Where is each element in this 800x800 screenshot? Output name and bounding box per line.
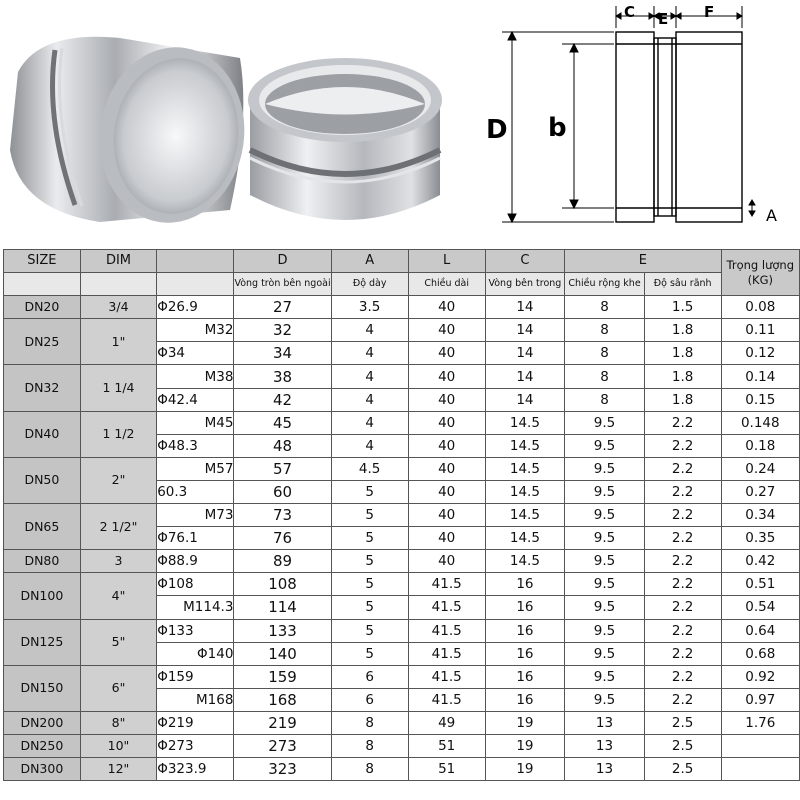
cell-e-depth: 2.5 [644, 734, 721, 757]
cell-weight: 0.34 [721, 504, 799, 527]
cell-type: Φ140 [157, 642, 234, 665]
cell-size: DN25 [4, 319, 81, 365]
diagram-label-e: E [658, 10, 669, 28]
cell-l: 40 [408, 319, 485, 342]
cell-e-width: 9.5 [565, 411, 645, 434]
cell-e-depth: 2.5 [644, 758, 721, 781]
cell-a: 4 [331, 411, 408, 434]
subheader-d: Vòng tròn bên ngoài [234, 273, 331, 296]
cell-d: 273 [234, 734, 331, 757]
cell-type: Φ48.3 [157, 434, 234, 457]
cell-weight: 0.42 [721, 550, 799, 573]
cell-weight: 0.15 [721, 388, 799, 411]
cell-type: Φ133 [157, 619, 234, 642]
cell-e-depth: 1.8 [644, 342, 721, 365]
cell-weight: 1.76 [721, 711, 799, 734]
cell-d: 108 [234, 573, 331, 596]
header-weight: Trọng lượng (KG) [721, 250, 799, 296]
cell-type: M32 [157, 319, 234, 342]
cell-c: 19 [485, 758, 565, 781]
cell-d: 219 [234, 711, 331, 734]
cell-a: 8 [331, 711, 408, 734]
subheader-dim [80, 273, 156, 296]
cell-e-width: 9.5 [565, 642, 645, 665]
cell-l: 40 [408, 388, 485, 411]
header-l: L [408, 250, 485, 273]
cell-a: 4 [331, 388, 408, 411]
cell-c: 19 [485, 711, 565, 734]
cell-e-depth: 2.2 [644, 688, 721, 711]
diagram-label-b: b [548, 113, 567, 143]
table-row [4, 411, 800, 434]
header-type [157, 250, 234, 273]
cell-l: 51 [408, 758, 485, 781]
cell-weight: 0.27 [721, 480, 799, 503]
cell-l: 40 [408, 527, 485, 550]
cell-l: 41.5 [408, 688, 485, 711]
cell-weight: 0.18 [721, 434, 799, 457]
cell-dim: 2 1/2" [80, 504, 156, 550]
cell-c: 14 [485, 388, 565, 411]
cell-a: 5 [331, 504, 408, 527]
cell-size: DN50 [4, 457, 81, 503]
cell-dim: 5" [80, 619, 156, 665]
subheader-type [157, 273, 234, 296]
cell-dim: 1 1/2 [80, 411, 156, 457]
cell-a: 5 [331, 550, 408, 573]
cell-weight: 0.148 [721, 411, 799, 434]
cell-d: 168 [234, 688, 331, 711]
cell-c: 16 [485, 573, 565, 596]
subheader-a: Độ dày [331, 273, 408, 296]
cell-e-width: 13 [565, 758, 645, 781]
cell-a: 5 [331, 480, 408, 503]
cell-weight: 0.68 [721, 642, 799, 665]
cell-l: 40 [408, 342, 485, 365]
cell-c: 14 [485, 342, 565, 365]
diagram-label-d: D [486, 115, 508, 145]
cell-weight: 0.64 [721, 619, 799, 642]
section-e [654, 38, 676, 216]
cell-l: 40 [408, 457, 485, 480]
cell-type: Φ34 [157, 342, 234, 365]
cell-size: DN100 [4, 573, 81, 619]
cell-dim: 8" [80, 711, 156, 734]
cell-e-width: 8 [565, 296, 645, 319]
cell-e-depth: 1.8 [644, 388, 721, 411]
table-row [4, 734, 800, 757]
cell-d: 114 [234, 596, 331, 619]
table-row [4, 573, 800, 596]
cell-l: 41.5 [408, 573, 485, 596]
cell-e-depth: 2.2 [644, 411, 721, 434]
cell-d: 42 [234, 388, 331, 411]
cell-size: DN32 [4, 365, 81, 411]
cell-l: 41.5 [408, 642, 485, 665]
table-row [4, 457, 800, 480]
cell-type: M114.3 [157, 596, 234, 619]
spec-table [3, 249, 800, 781]
cell-weight: 0.54 [721, 596, 799, 619]
cell-a: 5 [331, 642, 408, 665]
cell-dim: 3/4 [80, 296, 156, 319]
cell-e-width: 9.5 [565, 480, 645, 503]
table-row [4, 504, 800, 527]
cell-e-width: 8 [565, 342, 645, 365]
cell-type: M38 [157, 365, 234, 388]
cell-weight: 0.51 [721, 573, 799, 596]
cell-l: 41.5 [408, 619, 485, 642]
cell-e-depth: 2.2 [644, 550, 721, 573]
cell-c: 16 [485, 596, 565, 619]
cell-e-depth: 1.8 [644, 319, 721, 342]
cell-a: 8 [331, 758, 408, 781]
cell-weight: 0.97 [721, 688, 799, 711]
cell-e-depth: 1.8 [644, 365, 721, 388]
cell-c: 16 [485, 619, 565, 642]
cell-l: 41.5 [408, 596, 485, 619]
cell-size: DN150 [4, 665, 81, 711]
cell-e-width: 9.5 [565, 504, 645, 527]
table-row [4, 296, 800, 319]
cell-a: 6 [331, 665, 408, 688]
cell-e-depth: 2.2 [644, 642, 721, 665]
cell-type: Φ159 [157, 665, 234, 688]
cell-a: 4.5 [331, 457, 408, 480]
cell-weight: 0.08 [721, 296, 799, 319]
cell-c: 16 [485, 665, 565, 688]
cell-e-width: 9.5 [565, 688, 645, 711]
cell-a: 8 [331, 734, 408, 757]
cell-l: 41.5 [408, 665, 485, 688]
cell-dim: 2" [80, 457, 156, 503]
subheader-e-depth: Độ sâu rãnh [644, 273, 721, 296]
cell-d: 60 [234, 480, 331, 503]
cell-type: M73 [157, 504, 234, 527]
cell-c: 14.5 [485, 434, 565, 457]
cell-type: 60.3 [157, 480, 234, 503]
cell-e-depth: 2.2 [644, 596, 721, 619]
cell-a: 5 [331, 527, 408, 550]
cell-l: 51 [408, 734, 485, 757]
cell-dim: 12" [80, 758, 156, 781]
cell-a: 6 [331, 688, 408, 711]
cell-d: 133 [234, 619, 331, 642]
cell-e-width: 8 [565, 365, 645, 388]
diagram-label-f: F [704, 3, 715, 21]
cell-size: DN20 [4, 296, 81, 319]
cell-d: 76 [234, 527, 331, 550]
cell-c: 14.5 [485, 504, 565, 527]
cell-type: M45 [157, 411, 234, 434]
cell-l: 40 [408, 296, 485, 319]
cell-e-width: 9.5 [565, 457, 645, 480]
cell-d: 323 [234, 758, 331, 781]
cell-weight: 0.14 [721, 365, 799, 388]
cell-weight [721, 758, 799, 781]
cell-c: 14.5 [485, 527, 565, 550]
cell-a: 5 [331, 573, 408, 596]
cell-e-depth: 2.2 [644, 504, 721, 527]
cell-l: 40 [408, 434, 485, 457]
cell-c: 14.5 [485, 480, 565, 503]
cell-d: 89 [234, 550, 331, 573]
cell-type: Φ76.1 [157, 527, 234, 550]
cell-c: 19 [485, 734, 565, 757]
cell-e-width: 9.5 [565, 527, 645, 550]
cell-size: DN65 [4, 504, 81, 550]
cell-type: Φ219 [157, 711, 234, 734]
table-subheader-row [4, 273, 800, 296]
table-header-row [4, 250, 800, 273]
cell-l: 40 [408, 550, 485, 573]
ferrule-right-image [248, 58, 442, 220]
cell-e-depth: 2.2 [644, 527, 721, 550]
cell-size: DN80 [4, 550, 81, 573]
cell-l: 49 [408, 711, 485, 734]
diagram-label-c: C [624, 3, 636, 21]
section-f [676, 32, 742, 222]
cell-dim: 4" [80, 573, 156, 619]
cell-e-width: 9.5 [565, 434, 645, 457]
cell-a: 4 [331, 319, 408, 342]
cell-size: DN300 [4, 758, 81, 781]
cell-e-width: 8 [565, 319, 645, 342]
cell-a: 4 [331, 365, 408, 388]
cell-type: Φ108 [157, 573, 234, 596]
cell-type: M168 [157, 688, 234, 711]
cell-type: Φ88.9 [157, 550, 234, 573]
cell-d: 73 [234, 504, 331, 527]
cell-e-depth: 2.2 [644, 434, 721, 457]
cell-c: 14.5 [485, 550, 565, 573]
cell-dim: 6" [80, 665, 156, 711]
cell-l: 40 [408, 411, 485, 434]
cell-weight: 0.11 [721, 319, 799, 342]
cell-e-depth: 2.2 [644, 573, 721, 596]
cell-d: 45 [234, 411, 331, 434]
cell-type: Φ273 [157, 734, 234, 757]
cell-e-width: 13 [565, 711, 645, 734]
subheader-size [4, 273, 81, 296]
cell-e-depth: 2.2 [644, 665, 721, 688]
header-size: SIZE [4, 250, 81, 273]
table-row [4, 619, 800, 642]
cell-c: 14 [485, 296, 565, 319]
subheader-e-width: Chiều rộng khe [565, 273, 645, 296]
cell-e-depth: 2.5 [644, 711, 721, 734]
cell-c: 14 [485, 365, 565, 388]
cell-c: 14.5 [485, 457, 565, 480]
cell-d: 48 [234, 434, 331, 457]
cell-a: 5 [331, 596, 408, 619]
subheader-l: Chiều dài [408, 273, 485, 296]
cell-size: DN125 [4, 619, 81, 665]
cell-c: 16 [485, 642, 565, 665]
header-e: E [565, 250, 721, 273]
cell-e-width: 9.5 [565, 573, 645, 596]
header-a: A [331, 250, 408, 273]
cell-e-depth: 1.5 [644, 296, 721, 319]
cell-dim: 1 1/4 [80, 365, 156, 411]
cell-e-depth: 2.2 [644, 480, 721, 503]
cell-size: DN200 [4, 711, 81, 734]
diagram-label-a: A [766, 206, 777, 225]
table-row [4, 711, 800, 734]
cell-weight: 0.24 [721, 457, 799, 480]
cell-d: 38 [234, 365, 331, 388]
cell-e-width: 9.5 [565, 665, 645, 688]
cell-c: 16 [485, 688, 565, 711]
table-row [4, 758, 800, 781]
cell-size: DN250 [4, 734, 81, 757]
cell-d: 57 [234, 457, 331, 480]
cell-dim: 3 [80, 550, 156, 573]
cell-l: 40 [408, 365, 485, 388]
cell-weight: 0.12 [721, 342, 799, 365]
cell-l: 40 [408, 480, 485, 503]
cell-e-width: 8 [565, 388, 645, 411]
cell-e-width: 9.5 [565, 619, 645, 642]
product-photo [0, 0, 490, 245]
cell-weight [721, 734, 799, 757]
cell-dim: 10" [80, 734, 156, 757]
cell-weight: 0.35 [721, 527, 799, 550]
cell-type: M57 [157, 457, 234, 480]
cell-a: 4 [331, 434, 408, 457]
cell-a: 5 [331, 619, 408, 642]
cell-l: 40 [408, 504, 485, 527]
table-row [4, 550, 800, 573]
cell-d: 27 [234, 296, 331, 319]
table-row [4, 665, 800, 688]
cell-a: 4 [331, 342, 408, 365]
cell-e-width: 9.5 [565, 550, 645, 573]
header-d: D [234, 250, 331, 273]
cell-type: Φ323.9 [157, 758, 234, 781]
cell-c: 14 [485, 319, 565, 342]
cell-size: DN40 [4, 411, 81, 457]
cell-d: 140 [234, 642, 331, 665]
table-row [4, 365, 800, 388]
cell-d: 34 [234, 342, 331, 365]
cell-e-depth: 2.2 [644, 457, 721, 480]
cell-a: 3.5 [331, 296, 408, 319]
header-c: C [485, 250, 565, 273]
cell-e-width: 13 [565, 734, 645, 757]
cell-weight: 0.92 [721, 665, 799, 688]
dimension-diagram [486, 0, 800, 245]
cell-e-depth: 2.2 [644, 619, 721, 642]
header-dim: DIM [80, 250, 156, 273]
ferrule-left-image [10, 37, 256, 232]
section-c [616, 32, 654, 222]
table-row [4, 319, 800, 342]
cell-c: 14.5 [485, 411, 565, 434]
cell-type: Φ26.9 [157, 296, 234, 319]
cell-d: 159 [234, 665, 331, 688]
cell-type: Φ42.4 [157, 388, 234, 411]
subheader-c: Vòng bên trong [485, 273, 565, 296]
cell-dim: 1" [80, 319, 156, 365]
cell-d: 32 [234, 319, 331, 342]
cell-e-width: 9.5 [565, 596, 645, 619]
